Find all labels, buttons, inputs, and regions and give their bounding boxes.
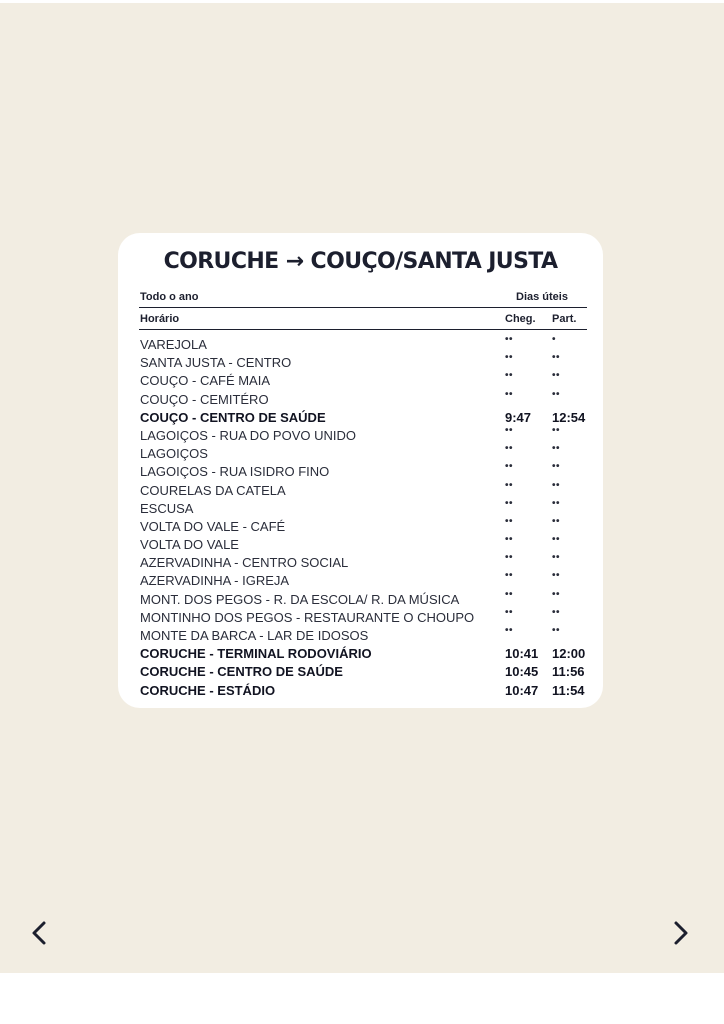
stop-name: LAGOIÇOS - RUA DO POVO UNIDO [140, 427, 356, 443]
stop-row [140, 335, 600, 353]
departure-time: •• [552, 570, 561, 582]
stop-row [140, 662, 600, 680]
stops-list [140, 335, 600, 699]
arrival-time: 9:47 [505, 409, 532, 425]
next-button[interactable] [666, 918, 696, 948]
timetable-title: CORUCHE → COUÇO/SANTA JUSTA [163, 249, 558, 274]
arrival-time: 10:45 [505, 664, 539, 680]
stop-row [140, 608, 600, 626]
arrival-time: •• [505, 606, 514, 618]
arrival-time: •• [505, 625, 514, 636]
departure-time: •• [552, 606, 561, 618]
timetable-card [118, 233, 603, 708]
stop-row [140, 553, 600, 571]
period-label: Todo o ano [140, 291, 199, 303]
arrival-time: •• [505, 588, 514, 600]
departure-time: •• [552, 479, 561, 491]
stop-row [140, 626, 600, 644]
departure-time: •• [552, 352, 561, 364]
arrival-time: •• [505, 424, 514, 436]
departure-time: •• [552, 388, 561, 400]
chevron-right-icon [673, 920, 689, 946]
departure-time: 11:56 [552, 664, 585, 680]
stop-row [140, 499, 600, 517]
departure-time: 12:00 [552, 646, 586, 662]
stop-name: AZERVADINHA - IGREJA [140, 573, 290, 589]
chevron-left-icon [31, 920, 47, 946]
stop-name: COURELAS DA CATELA [140, 482, 286, 498]
stop-row [140, 571, 600, 589]
stop-name: MONTE DA BARCA - LAR DE IDOSOS [140, 628, 369, 643]
departure-time: 11:54 [552, 682, 585, 698]
stop-name: CORUCHE - ESTÁDIO [140, 682, 276, 698]
arrival-time: •• [505, 534, 514, 546]
image-viewer [0, 3, 724, 973]
stop-row [140, 353, 600, 371]
arrival-time: •• [505, 570, 514, 582]
stop-row [140, 590, 600, 608]
stop-row [140, 371, 600, 389]
arrival-time: •• [505, 479, 514, 491]
stop-name: MONT. DOS PEGOS - R. DA ESCOLA/ R. DA MÚSICA [140, 591, 460, 607]
stop-name: COUÇO - CENTRO DE SAÚDE [140, 409, 326, 425]
columns-header [139, 310, 587, 330]
arrival-time: •• [505, 443, 514, 455]
stop-name: CORUCHE - TERMINAL RODOVIÁRIO [140, 646, 372, 662]
stop-row [140, 462, 600, 480]
arrival-time: •• [505, 461, 514, 473]
stop-row [140, 481, 600, 499]
stop-row [140, 517, 600, 535]
arrival-time: •• [505, 388, 514, 400]
departure-time: •• [552, 588, 561, 600]
departure-time: •• [552, 424, 561, 436]
stop-name: MONTINHO DOS PEGOS - RESTAURANTE O CHOUPO [140, 609, 475, 625]
arrival-time: •• [505, 370, 514, 382]
arrival-time: •• [505, 497, 514, 509]
departure-time: •• [552, 497, 561, 509]
stop-name: COUÇO - CEMITÉRO [140, 391, 269, 407]
stop-name: SANTA JUSTA - CENTRO [140, 355, 292, 371]
departure-time: •• [552, 370, 561, 382]
departure-time: •• [552, 515, 561, 527]
stop-name: CORUCHE - CENTRO DE SAÚDE [140, 664, 343, 680]
stop-name: VOLTA DO VALE [140, 537, 239, 553]
stop-row [140, 444, 600, 462]
departure-time: •• [552, 443, 561, 455]
departure-time: •• [552, 552, 561, 564]
arrival-time: 10:41 [505, 646, 539, 662]
stop-name: LAGOIÇOS [140, 446, 208, 462]
days-label: Dias úteis [516, 291, 568, 303]
schedule-label: Horário [140, 313, 180, 325]
stop-name: COUÇO - CAFÉ MAIA [140, 373, 271, 389]
arrival-column-header: Cheg. [505, 313, 536, 325]
previous-button[interactable] [24, 918, 54, 948]
departure-time: 12:54 [552, 409, 586, 425]
departure-time: •• [552, 534, 561, 546]
stop-name: VOLTA DO VALE - CAFÉ [140, 518, 286, 534]
stop-name: AZERVADINHA - CENTRO SOCIAL [140, 555, 349, 571]
period-header [139, 288, 587, 308]
stop-name: VAREJOLA [140, 337, 207, 352]
departure-time: •• [552, 461, 561, 473]
stop-name: LAGOIÇOS - RUA ISIDRO FINO [140, 464, 330, 480]
departure-column-header: Part. [552, 313, 577, 325]
arrival-time: •• [505, 352, 514, 364]
stop-row [140, 535, 600, 553]
arrival-time: 10:47 [505, 682, 539, 698]
departure-time: •• [552, 625, 561, 636]
stop-name: ESCUSA [140, 500, 194, 516]
stop-row [140, 681, 600, 699]
departure-time: • [552, 334, 557, 345]
stop-row [140, 408, 600, 426]
arrival-time: •• [505, 515, 514, 527]
arrival-time: •• [505, 334, 514, 345]
arrival-time: •• [505, 552, 514, 564]
stop-row [140, 390, 600, 408]
stop-row [140, 644, 600, 662]
stop-row [140, 426, 600, 444]
